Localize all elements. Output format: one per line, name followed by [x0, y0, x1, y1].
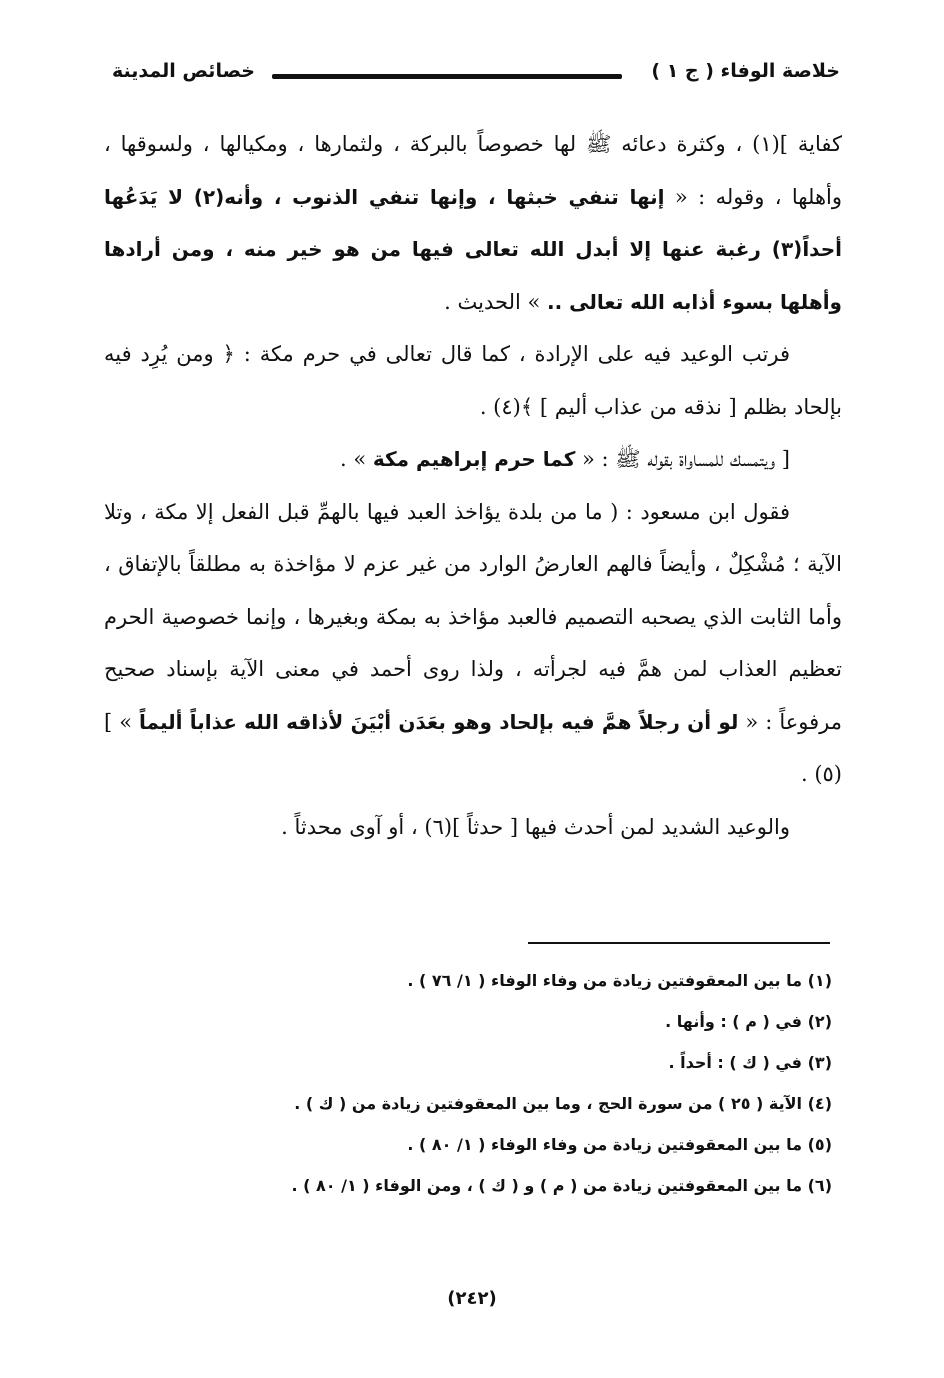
footnote-separator	[528, 942, 830, 944]
footnote-5: (٥) ما بين المعقوفتين زيادة من وفاء الوفاء ( ١/ ٨٠ ) .	[407, 1135, 832, 1154]
paragraph-4	[104, 486, 842, 801]
footnote-6: (٦) ما بين المعقوفتين زيادة من ( م ) و ( ك ) ، ومن الوفاء ( ١/ ٨٠ ) .	[291, 1176, 832, 1195]
text-run: [ ويتمسك للمساواة بقوله ﷺ : «	[575, 447, 790, 471]
footnote-1: (١) ما بين المعقوفتين زيادة من وفاء الوفاء ( ١/ ٧٦ ) .	[407, 971, 832, 990]
page-header	[112, 54, 840, 94]
footnote-3: (٣) في ( ك ) : أحداً .	[668, 1053, 832, 1072]
text-run: فرتب الوعيد فيه على الإرادة ، كما قال تعالى في حرم مكة : ﴿ ومن يُرِد فيه بإلحاد بظلم [ نذقه من عذاب أليم ] ﴾(٤) .	[104, 342, 842, 419]
paragraph-2	[104, 328, 842, 433]
section-title: خصائص المدينة	[112, 60, 255, 82]
text-run: » الحديث .	[444, 289, 547, 314]
footnote-4: (٤) الآية ( ٢٥ ) من سورة الحج ، وما بين المعقوفتين زيادة من ( ك ) .	[294, 1094, 832, 1113]
footnotes	[212, 960, 832, 1206]
hadith-text: كما حرم إبراهيم مكة	[372, 447, 576, 471]
text-run: فقول ابن مسعود : ( ما من بلدة يؤاخذ العبد فيها بالهمِّ قبل الفعل إلا مكة ، وتلا الآية ؛ مُشْكِلٌ ، وأيضاً فالهم العارضُ الوارد من غير عزم لا مؤاخذة به مطلقاً بالإتفاق ، وأما الثابت الذي يصحبه التصميم فالعبد مؤاخذ به بمكة وبغيرها ، وإنما خصوصية الحرم تعظيم العذاب لمن همَّ فيه لجرأته ، ولذا روى أحمد في معنى الآية بإسناد صحيح مرفوعاً : «	[104, 499, 842, 734]
paragraph-1	[104, 118, 842, 328]
text-run: » .	[339, 447, 373, 471]
book-title: خلاصة الوفاء ( ج ١ )	[651, 60, 840, 82]
paragraph-5	[104, 801, 842, 854]
hadith-text: إنها تنفي خبثها ، وإنها تنفي الذنوب ، وأنه(٢) لا يَدَعُها أحداً(٣) رغبة عنها إلا أبدل الله تعالى فيها من هو خير منه ، ومن أرادها وأهلها بسوء أذابه الله تعالى ..	[104, 184, 842, 314]
text-run: كفاية ](١) ، وكثرة دعائه ﷺ لها خصوصاً بالبركة ، ولثمارها ، ومكيالها ، ولسوقها ، وأهلها ، وقوله : «	[104, 132, 843, 209]
text-run: » ](٥) .	[104, 709, 842, 786]
page-number: (٢٤٢)	[447, 1288, 497, 1309]
footnote-2: (٢) في ( م ) : وأنها .	[665, 1012, 832, 1031]
header-rule	[272, 74, 622, 79]
hadith-text: لو أن رجلاً همَّ فيه بإلحاد وهو بعَدَن أبْيَنَ لأذاقه الله عذاباً أليماً	[139, 709, 739, 734]
text-run: والوعيد الشديد لمن أحدث فيها [ حدثاً ](٦) ، أو آوى محدثاً .	[281, 814, 790, 839]
paragraph-3	[104, 433, 842, 486]
main-text	[104, 118, 842, 853]
